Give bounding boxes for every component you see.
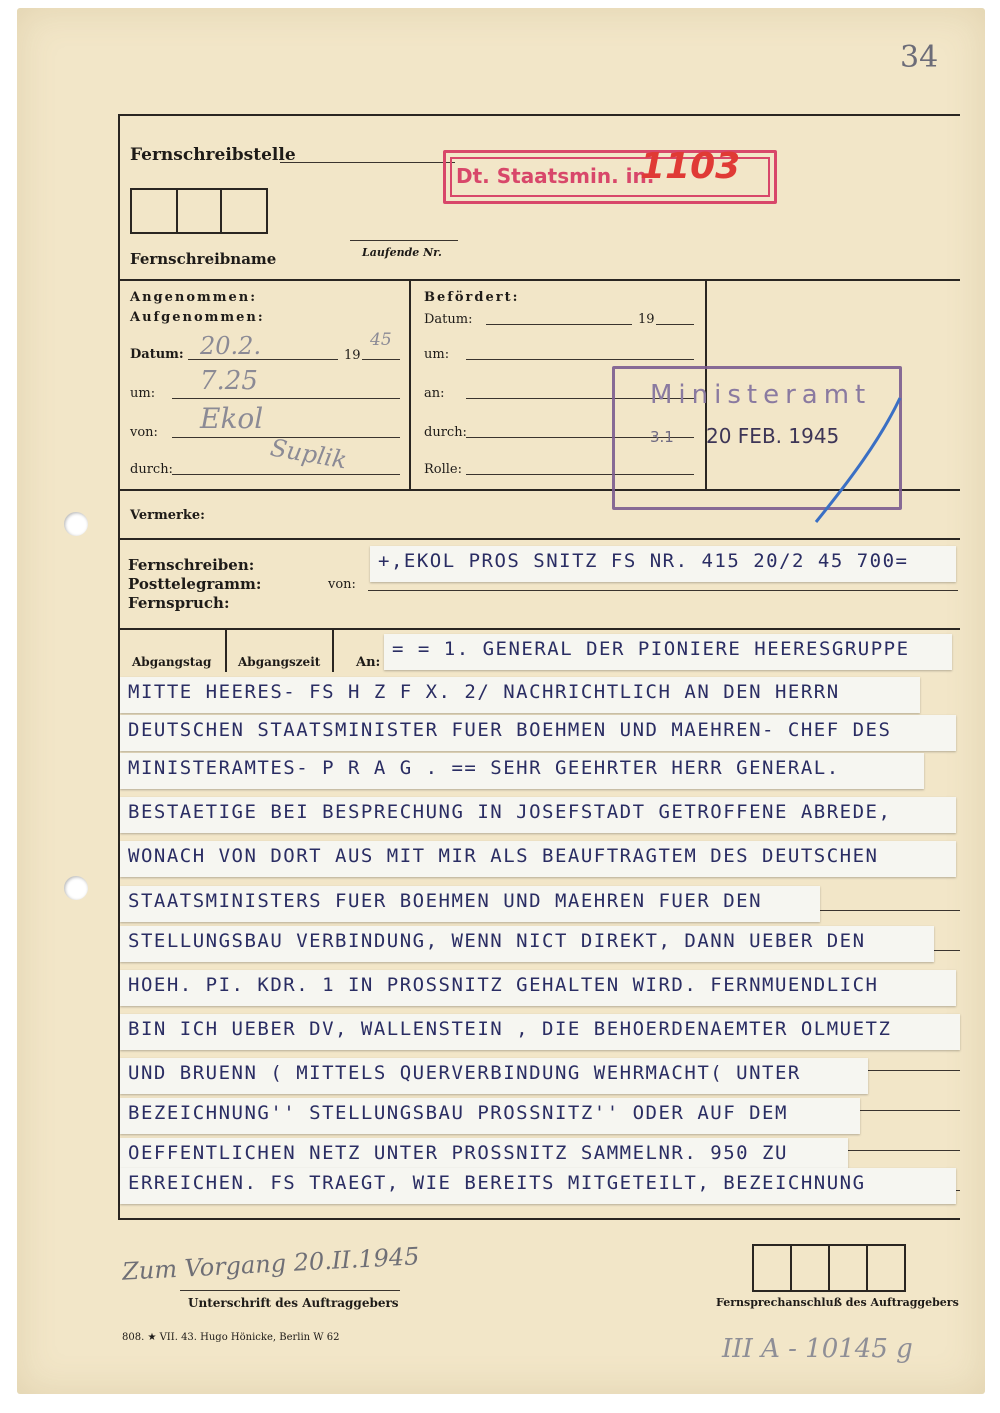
forwarded-durch-label: durch:: [424, 425, 467, 440]
forwarded-rolle-label: Rolle:: [424, 462, 463, 477]
forwarded-label: Befördert:: [424, 290, 520, 305]
printer-line: 808. ★ VII. 43. Hugo Hönicke, Berlin W 62: [122, 1332, 340, 1343]
message-line: UND BRUENN ( MITTELS QUERVERBINDUNG WEHRMACHT( UNTER: [128, 1062, 801, 1084]
serial-line: [350, 240, 458, 241]
received-durch-label: durch:: [130, 462, 173, 477]
sender-telex-strip: +,EKOL PROS SNITZ FS NR. 415 20/2 45 700=: [378, 550, 909, 572]
frame-top-line: [118, 114, 960, 116]
type-label-telex: Fernschreiben:: [128, 556, 255, 574]
message-strip-8: [120, 926, 934, 962]
message-line: BEZEICHNUNG'' STELLUNGSBAU PROSSNITZ'' ODER AUF DEM: [128, 1102, 788, 1124]
message-strip-5: [120, 797, 956, 833]
message-line: MINISTERAMTES- P R A G . == SEHR GEEHRTER HERR GENERAL.: [128, 757, 840, 779]
message-strip-10: [120, 1014, 960, 1050]
signature-line: [180, 1290, 400, 1291]
message-line: HOEH. PI. KDR. 1 IN PROSSNITZ GEHALTEN WIRD. FERNMUENDLICH: [128, 974, 879, 996]
signature-label: Unterschrift des Auftraggebers: [188, 1296, 399, 1310]
sending-divider-1: [225, 628, 227, 672]
message-strip-14: [120, 1168, 956, 1204]
phone-box: [866, 1244, 906, 1292]
serial-label: Laufende Nr.: [362, 246, 442, 259]
message-strip-11: [120, 1058, 868, 1094]
handwritten-note: Zum Vorgang 20.II.1945: [121, 1242, 421, 1286]
received-datum-value: 20.2.: [200, 332, 262, 360]
phone-box: [752, 1244, 792, 1292]
phone-label: Fernsprechanschluß des Auftraggebers: [716, 1296, 959, 1309]
message-line: STAATSMINISTERS FUER BOEHMEN UND MAEHREN FUER DEN: [128, 890, 763, 912]
violet-stamp-text: Ministeramt: [650, 380, 872, 410]
office-line: [280, 162, 455, 163]
received-von-label: von:: [130, 425, 158, 440]
sending-divider-2: [332, 628, 334, 672]
message-line: BIN ICH UEBER DV, WALLENSTEIN , DIE BEHOERDENAEMTER OLMUETZ: [128, 1018, 892, 1040]
receipt-block-divider-1: [409, 279, 411, 489]
received-datum-label: Datum:: [130, 347, 184, 362]
remarks-bottom-line: [118, 538, 960, 540]
forwarded-um-line: [466, 359, 694, 360]
phone-box: [790, 1244, 830, 1292]
strip-sender: [370, 546, 956, 582]
type-label-posttelegram: Posttelegramm:: [128, 575, 262, 593]
office-label: Fernschreibstelle: [130, 145, 296, 165]
received-von-value: Ekol: [200, 402, 264, 435]
page-number: 34: [900, 40, 939, 75]
received-um-value: 7.25: [200, 366, 258, 396]
message-line: DEUTSCHEN STAATSMINISTER FUER BOEHMEN UND MAEHREN- CHEF DES: [128, 719, 892, 741]
forwarded-an-label: an:: [424, 386, 445, 401]
message-line: STELLUNGSBAU VERBINDUNG, WENN NICT DIREKT, DANN UEBER DEN: [128, 930, 866, 952]
message-bottom-line: [118, 1218, 960, 1220]
message-strip-9: [120, 970, 956, 1006]
received-durch-value: Suplik: [268, 433, 350, 475]
phone-number-boxes: [752, 1244, 904, 1292]
blue-pencil-stroke-icon: [800, 390, 910, 530]
forwarded-year-prefix: 19: [638, 312, 655, 327]
red-stamp-number: 1103: [640, 146, 741, 187]
red-stamp-text: Dt. Staatsmin. in.: [456, 164, 655, 188]
received-year-value: 45: [370, 330, 392, 350]
message-strip-2: [120, 677, 920, 713]
received-durch-line: [172, 474, 400, 475]
message-line: = = 1. GENERAL DER PIONIERE HEERESGRUPPE: [392, 638, 910, 660]
message-line: ERREICHEN. FS TRAEGT, WIE BEREITS MITGETEILT, BEZEICHNUNG: [128, 1172, 866, 1194]
received-label-1: Angenommen:: [130, 290, 258, 305]
sending-an-label: An:: [356, 655, 381, 670]
message-line: WONACH VON DORT AUS MIT MIR ALS BEAUFTRAGTEM DES DEUTSCHEN: [128, 845, 879, 867]
punch-hole-bottom: [64, 876, 88, 900]
message-strip-6: [120, 841, 956, 877]
code-box: [130, 188, 178, 234]
received-year-prefix: 19: [344, 348, 361, 363]
violet-stamp-date: 20 FEB. 1945: [706, 424, 840, 448]
forwarded-um-label: um:: [424, 347, 450, 362]
violet-stamp-prefix: 3.1: [650, 428, 674, 446]
type-label-telephone: Fernspruch:: [128, 594, 230, 612]
message-line: BESTAETIGE BEI BESPRECHUNG IN JOSEFSTADT GETROFFENE ABREDE,: [128, 801, 892, 823]
message-strip-12: [120, 1098, 860, 1134]
file-number: III A - 10145 g: [722, 1334, 913, 1364]
sending-time-label: Abgangszeit: [238, 655, 321, 669]
type-von-label: von:: [328, 577, 356, 592]
message-strip-3: [120, 715, 956, 751]
received-year-line: [362, 359, 400, 360]
sending-day-label: Abgangstag: [132, 655, 212, 669]
received-um-line: [172, 398, 400, 399]
message-line: OEFFENTLICHEN NETZ UNTER PROSSNITZ SAMMELNR. 950 ZU: [128, 1142, 788, 1164]
name-label: Fernschreibname: [130, 250, 277, 268]
punch-hole-top: [64, 512, 88, 536]
phone-box: [828, 1244, 868, 1292]
received-label-2: Aufgenommen:: [130, 310, 265, 325]
received-um-label: um:: [130, 386, 156, 401]
forwarded-datum-label: Datum:: [424, 312, 473, 327]
type-von-line: [368, 590, 958, 591]
code-box: [176, 188, 222, 234]
message-strip-4: [120, 753, 924, 789]
type-block-bottom-line: [118, 628, 960, 630]
office-code-boxes: [130, 188, 266, 234]
forwarded-datum-line: [486, 324, 632, 325]
code-box: [220, 188, 268, 234]
remarks-label: Vermerke:: [130, 508, 205, 523]
message-strip-7: [120, 886, 820, 922]
message-line: MITTE HEERES- FS H Z F X. 2/ NACHRICHTLICH AN DEN HERRN: [128, 681, 840, 703]
receipt-block-top-line: [118, 279, 960, 281]
forwarded-year-line: [656, 324, 694, 325]
message-strip-1: [384, 634, 952, 670]
